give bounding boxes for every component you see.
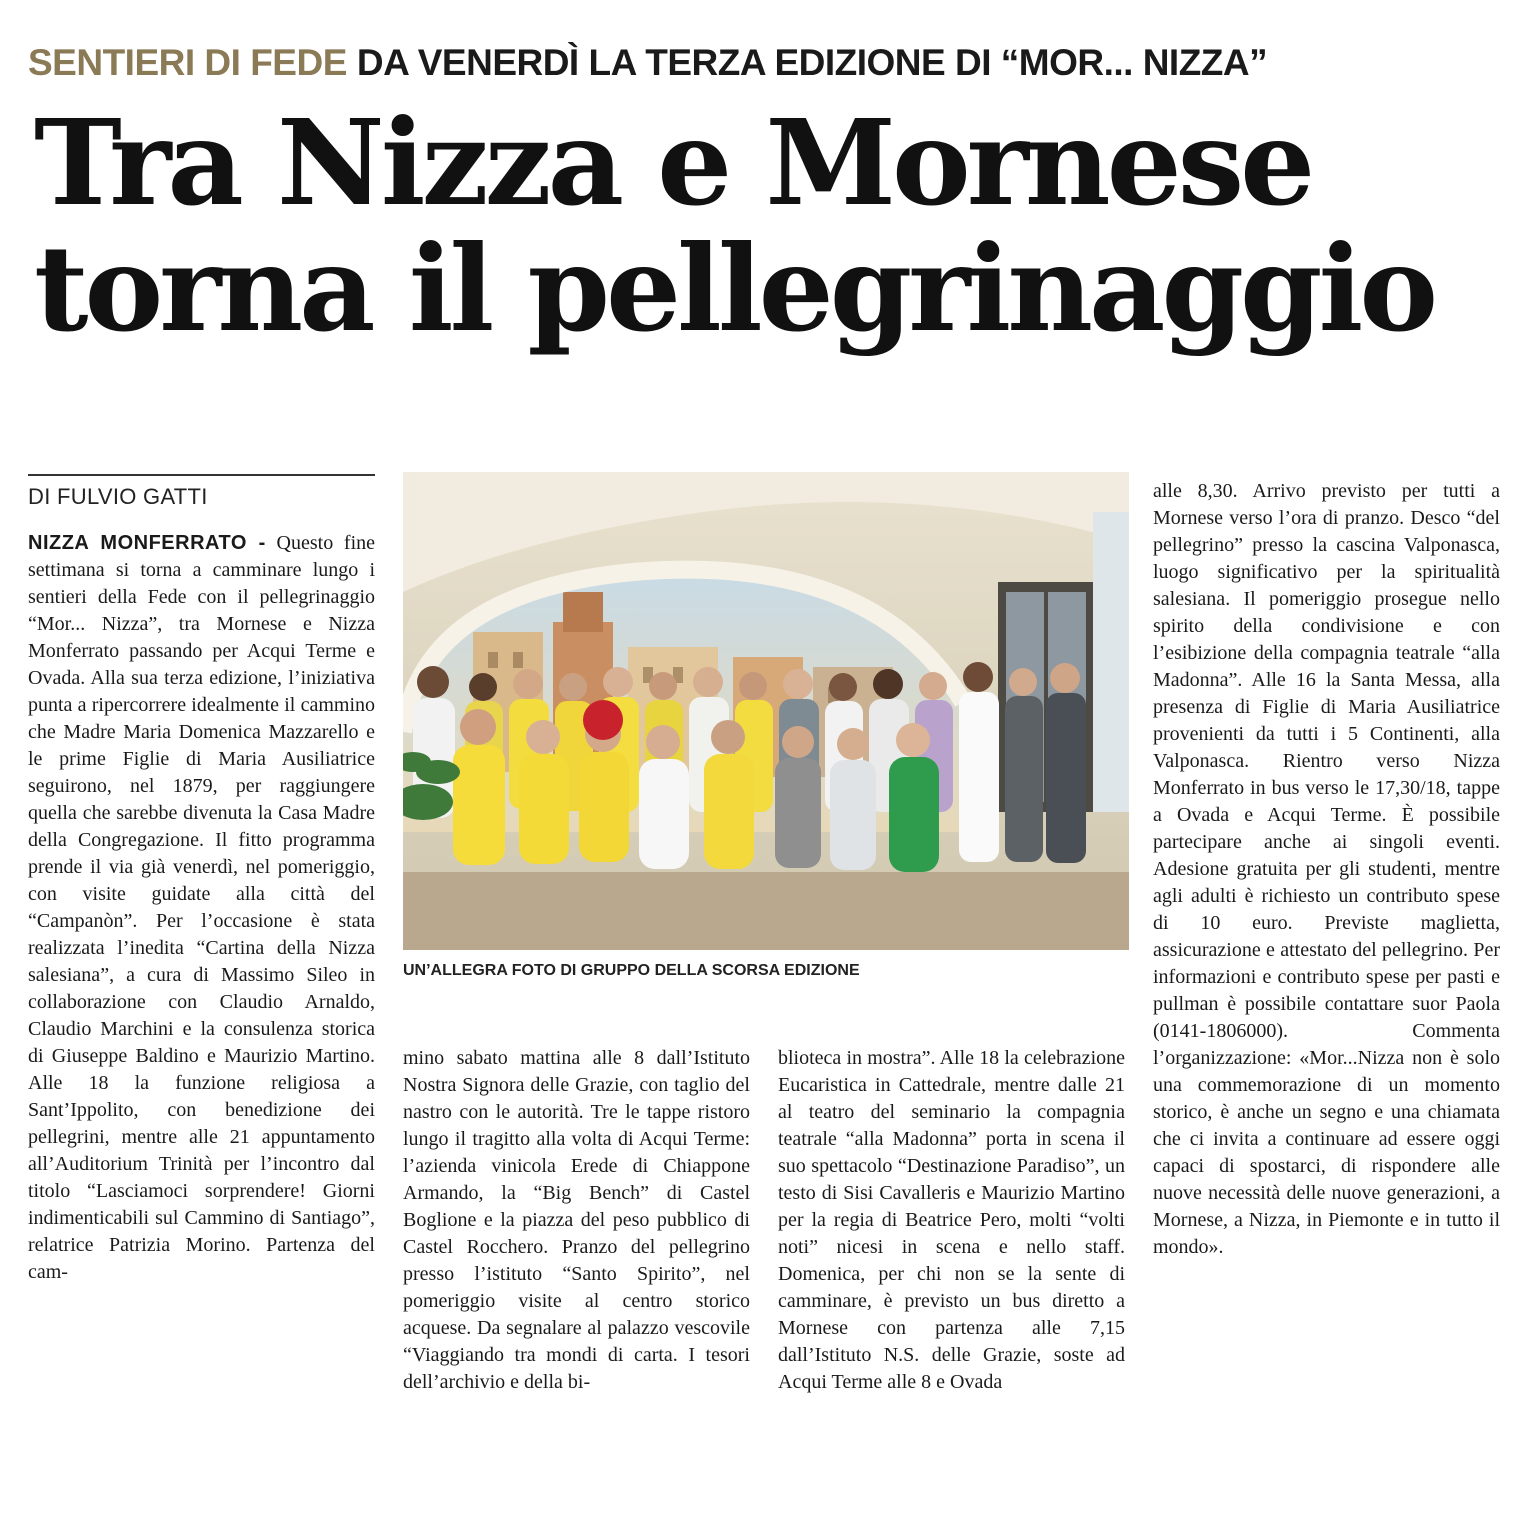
headline-line-2: torna il pellegrinaggio: [34, 219, 1435, 358]
kicker-subhead: DA VENERDÌ LA TERZA EDIZIONE DI “MOR... NIZZA”: [356, 42, 1268, 83]
kicker: [28, 40, 1508, 86]
byline-rule: [28, 474, 375, 476]
headline-line-1: Tra Nizza e Mornese: [34, 93, 1312, 232]
body-column-1: [28, 530, 375, 1505]
headline: [34, 93, 1504, 358]
dateline: NIZZA MONFERRATO -: [28, 532, 266, 554]
group-photo: [403, 472, 1129, 950]
body-column-1-text: Questo fine settimana si torna a camminare lungo i sentieri della Fede con il pellegrinaggio “Mor... Nizza”, tra Mornese e Nizza Monferrato passando per Acqui Terme e Ovada. Alla sua terza edizione, l’iniziativa punta a ripercorrere idealmente il cammino che Madre Maria Domenica Mazzarello e le prime Figlie di Maria Ausiliatrice seguirono, nel 1879, per raggiungere quella che sarebbe divenuta la Casa Madre della Congregazione. Il fitto programma prende il via già venerdì, nel pomeriggio, con visite guidate alla città del “Campanòn”. Per l’occasione è stata realizzata l’inedita “Cartina della Nizza salesiana”, a cura di Massimo Sileo in collaborazione con Claudio Arnaldo, Claudio Marchini e la consulenza storica di Giuseppe Baldino e Maurizio Martino. Alle 18 la funzione religiosa a Sant’Ippolito, con benedizione dei pellegrini, mentre alle 21 appuntamento all’Auditorium Trinità per l’incontro dal titolo “Lasciamoci sorprendere! Giorni indimenticabili sul Cammino di Santiago”, relatrice Patrizia Morino. Partenza del cam-: [28, 532, 375, 1283]
body-column-3: blioteca in mostra”. Alle 18 la celebrazione Eucaristica in Cattedrale, mentre dalle 21 al teatro del seminario la compagnia teatrale “alla Madonna” porta in scena il suo spettacolo “Destinazione Paradiso”, un testo di Sisi Cavalleris e Maurizio Martino per la regia di Beatrice Pero, molti “volti noti” nicesi in scena e nello staff. Domenica, per chi non se la sente di camminare, è previsto un bus diretto a Mornese con partenza alle 7,15 dall’Istituto N.S. delle Grazie, soste ad Acqui Terme alle 8 e Ovada: [778, 1047, 1125, 1393]
group-photo-illustration: [403, 472, 1129, 950]
section-label: SENTIERI DI FEDE: [28, 42, 347, 83]
body-column-4: alle 8,30. Arrivo previsto per tutti a Mornese verso l’ora di pranzo. Desco “del pellegrino” presso la cascina Valponasca, luogo significativo per la spiritualità salesiana. Il pomeriggio prosegue nello spirito della condivisione e con l’esibizione della compagnia teatrale “alla Madonna”. Alle 16 la Santa Messa, alla presenza di Figlie di Maria Ausiliatrice provenienti da tutti i 5 Continenti, alla Valponasca. Rientro verso Nizza Monferrato in bus verso le 17,30/18, tappe a Ovada e Acqui Terme. È possibile partecipare anche ai singoli eventi. Adesione gratuita per gli studenti, mentre agli adulti è richiesto un contributo spese di 10 euro. Previste maglietta, assicurazione e attestato del pellegrino. Per informazioni e contributo spese per pasti e pullman è possibile contattare suor Paola (0141-1806000). Commenta l’organizzazione: «Mor...Nizza non è solo una commemorazione di un momento storico, è anche un segno e una chiamata che ci invita a continuare ad essere oggi capaci di spostarci, di rispondere alle nuove necessità delle nuove generazioni, a Mornese, a Nizza, in Piemonte e in tutto il mondo».: [1153, 480, 1500, 1258]
byline: DI FULVIO GATTI: [28, 484, 208, 509]
photo-caption: UN’ALLEGRA FOTO DI GRUPPO DELLA SCORSA EDIZIONE: [403, 962, 860, 979]
body-column-2: mino sabato mattina alle 8 dall’Istituto Nostra Signora delle Grazie, con taglio del nastro con le autorità. Tre le tappe ristoro lungo il tragitto alla volta di Acqui Terme: l’azienda vinicola Erede di Chiappone Armando, la “Big Bench” di Castel Boglione e la piazza del peso pubblico di Castel Rocchero. Pranzo del pellegrino presso l’istituto “Santo Spirito”, nel pomeriggio visite al centro storico acquese. Da segnalare al palazzo vescovile “Viaggiando tra mondi di carta. I tesori dell’archivio e della bi-: [403, 1047, 750, 1393]
